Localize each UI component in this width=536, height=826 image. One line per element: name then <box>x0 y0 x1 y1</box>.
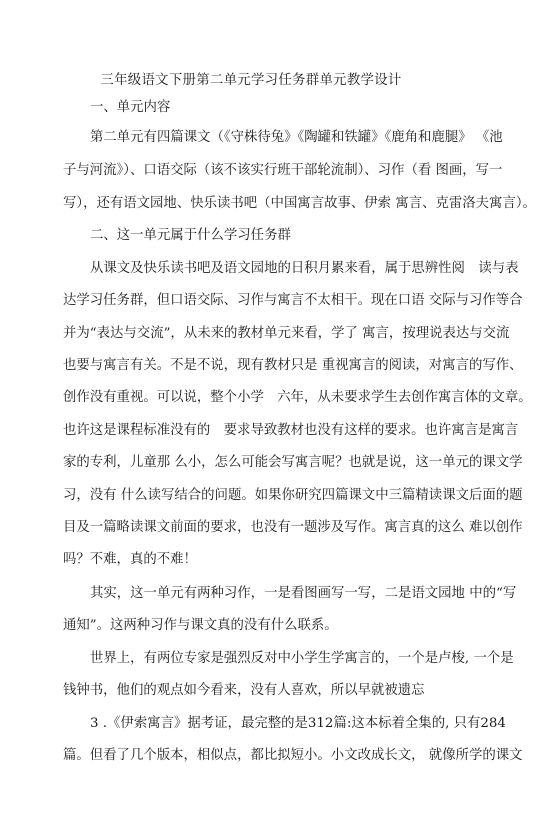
paragraph-line: 创作没有重视。可以说，整个小学 六年，从未要求学生去创作寓言体的文章。 <box>63 390 532 405</box>
paragraph-line: 世界上，有两位专家是强烈反对中小学生学寓言的，一个是卢梭, 一个是 <box>90 651 514 666</box>
paragraph-line: 钱钟书，他们的观点如今看来，没有人喜欢，所以早就被遗忘 <box>63 683 425 698</box>
section-heading-unit-content: 一、单元内容 <box>90 100 171 115</box>
paragraph-line: 也要与寓言有关。不是不说，现有教材只是 重视寓言的阅读，对寓言的写作、 <box>63 358 523 373</box>
paragraph-line: 第二单元有四篇课文（《守株待兔》《陶罐和铁罐》《鹿角和鹿腿》 《池 <box>90 130 503 145</box>
paragraph-line: 子与河流》）、口语交际（该不该实行班干部轮流制）、习作（看 图画，写一 <box>63 163 503 178</box>
paragraph-line: 并为“表达与交流”，从未来的教材单元来看，学了 寓言，按理说表达与交流 <box>63 326 510 341</box>
paragraph-line: 其实，这一单元有两种习作，一是看图画写一写，二是语文园地 中的“写 <box>90 586 517 601</box>
document-title: 三年级语文下册第二单元学习任务群单元教学设计 <box>100 73 402 88</box>
paragraph-line: 家的专利，儿童那 么小，怎么可能会写寓言呢？也就是说，这一单元的课文学 <box>63 455 523 470</box>
paragraph-line: 习，没有 什么读写结合的问题。如果你研究四篇课文中三篇精读课文后面的题 <box>63 488 523 503</box>
paragraph-line: 篇。但看了几个版本，相似点，都比拟短小。小文改成长文， 就像所学的课文 <box>63 748 523 763</box>
section-heading-task-group: 二、这一单元属于什么学习任务群 <box>90 228 291 243</box>
paragraph-line: 吗？不难，真的不难！ <box>63 552 197 567</box>
paragraph-line: 目及一篇略读课文前面的要求，也没有一题涉及写作。寓言真的这么 难以创作 <box>63 520 523 535</box>
paragraph-line: 写），还有语文园地、快乐读书吧（中国寓言故事、伊索 寓言、克雷洛夫寓言）。 <box>63 196 536 211</box>
paragraph-line: 通知”。这两种习作与课文真的没有什么联系。 <box>63 618 338 633</box>
paragraph-line: 达学习任务群，但口语交际、习作与寓言不太相干。现在口语 交际与习作等合 <box>63 293 523 308</box>
paragraph-line: 也许这是课程标准没有的 要求导致教材也没有这样的要求。也许寓言是寓言 <box>63 423 519 438</box>
paragraph-line: 3 .《伊索寓言》据考证，最完整的是312篇:这本标着全集的, 只有284 <box>90 716 506 731</box>
paragraph-line: 从课文及快乐读书吧及语文园地的日积月累来看，属于思辨性阅 读与表 <box>90 261 519 276</box>
